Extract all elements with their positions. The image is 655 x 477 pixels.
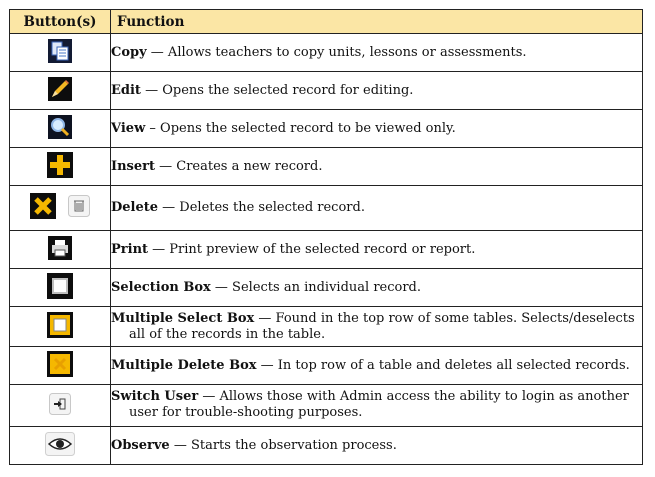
row-desc: – Opens the selected record to be viewed only. bbox=[145, 120, 456, 136]
row-name: Insert bbox=[111, 158, 155, 174]
pencil-icon bbox=[48, 77, 72, 105]
row-name: View bbox=[111, 120, 146, 136]
table-row-observe bbox=[10, 427, 643, 465]
table-row-insert bbox=[10, 148, 643, 186]
table-row-multiple-delete-box bbox=[10, 347, 643, 385]
header-function: Function bbox=[111, 10, 643, 34]
switch-user-icon bbox=[49, 393, 71, 419]
row-name: Copy bbox=[111, 44, 147, 60]
row-desc: — In top row of a table and deletes all selected records. bbox=[256, 357, 630, 373]
table-header-row bbox=[10, 10, 643, 34]
x-delete-icon bbox=[30, 193, 56, 223]
row-desc: — Starts the observation process. bbox=[169, 437, 397, 453]
row-desc: — Opens the selected record for editing. bbox=[140, 82, 414, 98]
table-row-view bbox=[10, 110, 643, 148]
copy-icon bbox=[48, 39, 72, 67]
row-name: Selection Box bbox=[111, 279, 211, 295]
eye-icon bbox=[45, 432, 75, 460]
row-desc: — Allows teachers to copy units, lessons or assessments. bbox=[146, 44, 527, 60]
table-row-edit bbox=[10, 72, 643, 110]
table-row-print bbox=[10, 231, 643, 269]
table-row-multiple-select-box bbox=[10, 307, 643, 347]
printer-icon bbox=[48, 236, 72, 264]
row-desc: — Deletes the selected record. bbox=[158, 200, 365, 215]
row-desc: — Creates a new record. bbox=[154, 158, 323, 174]
header-buttons: Button(s) bbox=[10, 10, 111, 34]
magnifier-icon bbox=[48, 115, 72, 143]
row-desc: — Found in the top row of some tables. Selects/deselects all of the records in the table. bbox=[129, 311, 635, 342]
plus-icon bbox=[47, 152, 73, 182]
row-desc: — Allows those with Admin access the ability to login as another user for trouble-shooting purposes. bbox=[129, 389, 629, 420]
selection-box-icon bbox=[47, 273, 73, 303]
row-name: Edit bbox=[111, 82, 141, 98]
table-row-switch-user bbox=[10, 385, 643, 427]
button-function-table bbox=[9, 9, 643, 465]
multi-delete-box-icon bbox=[47, 351, 73, 381]
row-name: Switch User bbox=[111, 389, 199, 404]
row-name: Multiple Delete Box bbox=[111, 357, 257, 373]
multi-select-box-icon bbox=[47, 312, 73, 342]
row-name: Delete bbox=[111, 200, 159, 215]
table-row-copy bbox=[10, 34, 643, 72]
row-desc: — Selects an individual record. bbox=[210, 279, 422, 295]
table-row-delete bbox=[10, 186, 643, 231]
row-name: Observe bbox=[111, 437, 170, 453]
row-desc: — Print preview of the selected record or report. bbox=[148, 241, 476, 257]
table-row-selection-box bbox=[10, 269, 643, 307]
trash-icon bbox=[68, 195, 90, 221]
row-name: Multiple Select Box bbox=[111, 311, 255, 326]
row-name: Print bbox=[111, 241, 149, 257]
